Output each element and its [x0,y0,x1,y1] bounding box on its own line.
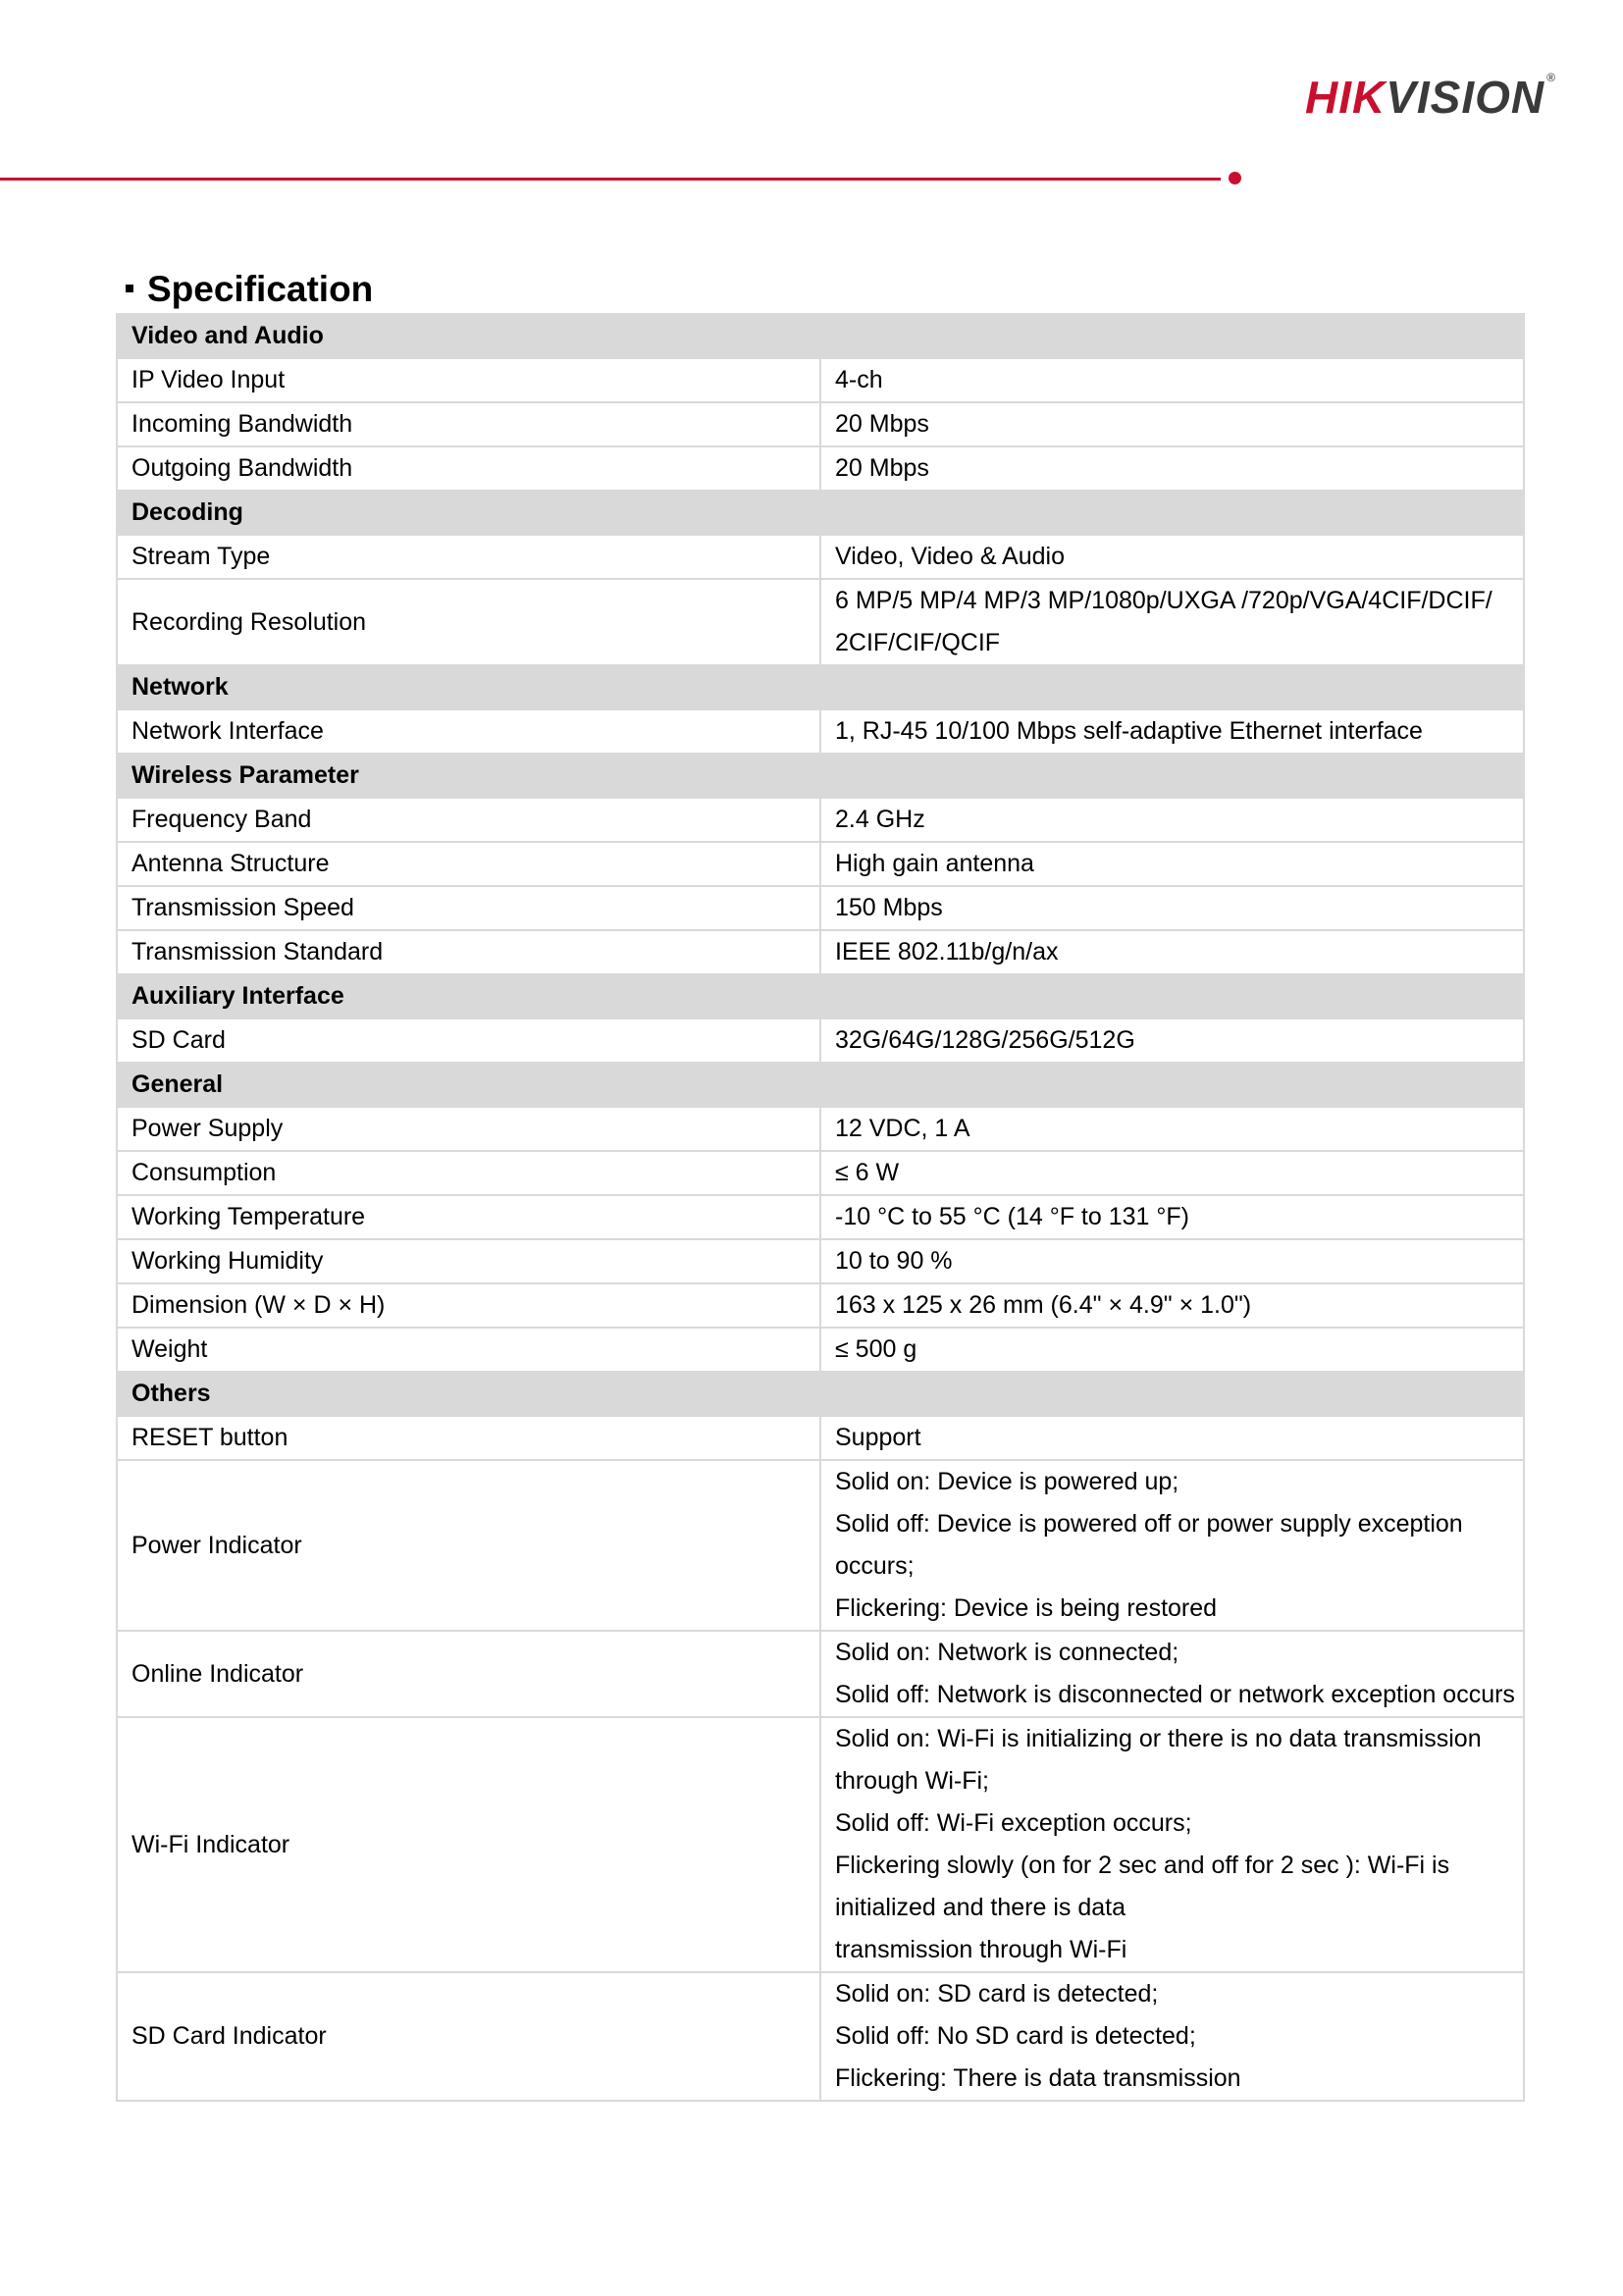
spec-label: Power Supply [117,1107,820,1151]
spec-row [117,1151,1524,1195]
spec-value-line: Solid off: No SD card is detected; [835,2022,1196,2050]
hikvision-logo [1305,71,1556,124]
spec-value [820,1107,1524,1151]
spec-row [117,930,1524,974]
section-title: General [117,1063,1524,1107]
spec-value-line: 12 VDC, 1 A [835,1115,970,1142]
spec-label: SD Card [117,1018,820,1063]
spec-row [117,886,1524,930]
spec-label: Weight [117,1328,820,1372]
logo-text-dark: VISION [1386,72,1545,123]
spec-value-line: Flickering: Device is being restored [835,1594,1218,1622]
spec-row [117,1239,1524,1283]
spec-value-line: ≤ 6 W [835,1159,900,1186]
spec-value-line: Flickering: There is data transmission [835,2064,1241,2092]
header-rule [0,178,1221,181]
spec-value-line: 20 Mbps [835,454,929,482]
spec-value-line: Solid on: Wi-Fi is initializing or there is no data transmission through Wi-Fi; [835,1725,1482,1795]
spec-value [820,1631,1524,1717]
spec-value [820,1717,1524,1972]
section-header-row [117,491,1524,535]
spec-value-line: 32G/64G/128G/256G/512G [835,1026,1135,1054]
section-header-row [117,1063,1524,1107]
section-title: Wireless Parameter [117,754,1524,798]
spec-value-line: transmission through Wi-Fi [835,1936,1127,1963]
spec-label: Stream Type [117,535,820,579]
heading-bullet-icon [126,285,133,292]
spec-row [117,1631,1524,1717]
spec-row [117,358,1524,402]
specification-table-body [117,314,1524,2101]
spec-value [820,842,1524,886]
spec-value-line: 4-ch [835,366,883,393]
spec-label: Frequency Band [117,798,820,842]
spec-value [820,1460,1524,1631]
spec-value [820,1239,1524,1283]
spec-row [117,1416,1524,1460]
section-title: Network [117,665,1524,709]
section-header-row [117,754,1524,798]
spec-row [117,579,1524,665]
spec-value [820,579,1524,665]
spec-value-line: Video, Video & Audio [835,543,1065,570]
spec-value-line: Flickering slowly (on for 2 sec and off for 2 sec ): Wi-Fi is initialized and there is data [835,1852,1450,1921]
spec-value [820,535,1524,579]
spec-row [117,1460,1524,1631]
registered-mark: ® [1546,71,1556,84]
section-header-row [117,974,1524,1018]
spec-label: Incoming Bandwidth [117,402,820,446]
spec-label: Working Humidity [117,1239,820,1283]
spec-row [117,402,1524,446]
spec-value-line: Solid on: Device is powered up; [835,1468,1179,1495]
spec-value [820,1018,1524,1063]
spec-value-line: 150 Mbps [835,894,943,921]
spec-value [820,930,1524,974]
section-title: Video and Audio [117,314,1524,358]
spec-value-line: ≤ 500 g [835,1335,917,1363]
spec-value-line: 6 MP/5 MP/4 MP/3 MP/1080p/UXGA /720p/VGA/4CIF/DCIF/ 2CIF/CIF/QCIF [835,587,1492,656]
spec-value-line: Support [835,1424,921,1451]
spec-row [117,446,1524,491]
spec-label: Dimension (W × D × H) [117,1283,820,1328]
spec-row [117,1972,1524,2101]
spec-value [820,1328,1524,1372]
spec-value-line: IEEE 802.11b/g/n/ax [835,938,1059,965]
spec-row [117,709,1524,754]
spec-value-line: Solid on: SD card is detected; [835,1980,1159,2008]
spec-value-line: Solid off: Device is powered off or power supply exception occurs; [835,1510,1463,1580]
section-title: Others [117,1372,1524,1416]
spec-value [820,886,1524,930]
spec-value-line: Solid on: Network is connected; [835,1639,1179,1666]
spec-label: Transmission Standard [117,930,820,974]
spec-row [117,1018,1524,1063]
spec-value [820,1283,1524,1328]
spec-row [117,798,1524,842]
spec-row [117,1195,1524,1239]
spec-label: Online Indicator [117,1631,820,1717]
spec-row [117,535,1524,579]
spec-label: Power Indicator [117,1460,820,1631]
spec-row [117,1283,1524,1328]
page-heading [126,267,373,312]
spec-value [820,1195,1524,1239]
section-title: Decoding [117,491,1524,535]
specification-table [116,313,1525,2102]
spec-value-line: 20 Mbps [835,410,929,438]
spec-value [820,402,1524,446]
spec-label: Transmission Speed [117,886,820,930]
spec-value-line: 10 to 90 % [835,1247,953,1275]
spec-value [820,798,1524,842]
spec-value-line: -10 °C to 55 °C (14 °F to 131 °F) [835,1203,1189,1230]
spec-value-line: Solid off: Network is disconnected or network exception occurs [835,1681,1515,1708]
spec-label: Wi-Fi Indicator [117,1717,820,1972]
spec-label: Network Interface [117,709,820,754]
section-header-row [117,314,1524,358]
spec-label: Antenna Structure [117,842,820,886]
spec-row [117,1107,1524,1151]
spec-label: RESET button [117,1416,820,1460]
spec-label: Outgoing Bandwidth [117,446,820,491]
spec-label: IP Video Input [117,358,820,402]
spec-value-line: High gain antenna [835,850,1034,877]
spec-value [820,1972,1524,2101]
spec-value [820,709,1524,754]
logo-text-red: HIK [1304,72,1387,123]
spec-label: Recording Resolution [117,579,820,665]
spec-value-line: 1, RJ-45 10/100 Mbps self-adaptive Ethernet interface [835,717,1423,745]
section-header-row [117,1372,1524,1416]
spec-value-line: 2.4 GHz [835,806,925,833]
spec-value [820,446,1524,491]
spec-value [820,1416,1524,1460]
spec-label: Consumption [117,1151,820,1195]
spec-value [820,358,1524,402]
spec-value [820,1151,1524,1195]
spec-label: Working Temperature [117,1195,820,1239]
spec-value-line: 163 x 125 x 26 mm (6.4" × 4.9" × 1.0") [835,1291,1252,1319]
spec-row [117,1328,1524,1372]
spec-label: SD Card Indicator [117,1972,820,2101]
spec-row [117,1717,1524,1972]
section-title: Auxiliary Interface [117,974,1524,1018]
spec-value-line: Solid off: Wi-Fi exception occurs; [835,1809,1192,1837]
spec-row [117,842,1524,886]
heading-text: Specification [147,269,374,309]
header-rule-dot [1229,172,1241,184]
section-header-row [117,665,1524,709]
